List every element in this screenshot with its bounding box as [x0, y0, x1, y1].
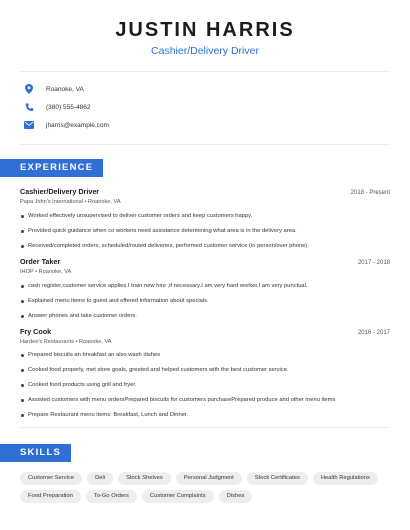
- skill-chip: Health Regulations: [313, 472, 378, 485]
- location-text: Roanoke, VA: [46, 85, 84, 93]
- phone-text: (380) 555-4862: [46, 103, 91, 111]
- contact-divider: [20, 144, 390, 145]
- contact-location: [20, 80, 390, 98]
- skills-list: [0, 472, 410, 503]
- job-bullet: Received/completed orders, scheduled/routed deliveries, performed customer service (in person/over phone).: [20, 242, 390, 250]
- job-bullet: Assisted customers with menu ordersPrepared biscuits for customers purchasePrepared produce and other menu items: [20, 396, 390, 404]
- job-employer: IHOP • Roanoke, VA: [20, 269, 72, 275]
- skill-chip: Dishes: [219, 490, 253, 503]
- experience-heading: [0, 159, 410, 177]
- job-bullet: cash register,customer service applies.I train new hire ,if necessary.I am very hard worker.I am very punctual.: [20, 282, 390, 290]
- job-bullet: Cooked food properly, met store goals, greeted and helped customers with the best customer service.: [20, 366, 390, 374]
- skill-chip: Deli: [87, 472, 113, 485]
- envelope-icon: [22, 118, 36, 132]
- job-bullets: [20, 351, 390, 419]
- resume-header: [0, 0, 410, 57]
- skill-chip: To-Go Orders: [86, 490, 137, 503]
- contact-block: [0, 72, 410, 138]
- job-entry: [0, 187, 410, 250]
- job-role: Fry Cook: [20, 327, 52, 336]
- job-dates: 2016 - 2017: [357, 330, 390, 336]
- contact-phone: [20, 98, 390, 116]
- job-bullet: Worked effectively unsupervised to deliver customer orders and keep customers happy.: [20, 212, 390, 220]
- job-bullet: Prepare Restaurant menu items: Breakfast, Lunch and Dinner.: [20, 411, 390, 419]
- candidate-job-title: Cashier/Delivery Driver: [151, 45, 259, 57]
- job-employer: Papa John's International • Roanoke, VA: [20, 199, 121, 205]
- skill-chip: Customer Complaints: [142, 490, 214, 503]
- skill-chip: Stock Shelves: [118, 472, 171, 485]
- job-employer: Hardee's Restaurants • Roanoke, VA: [20, 339, 112, 345]
- skill-chip: Food Preparation: [20, 490, 81, 503]
- job-bullets: [20, 282, 390, 320]
- job-bullet: Cooked food products using grill and fryer.: [20, 381, 390, 389]
- phone-icon: [22, 100, 36, 114]
- job-bullet: Answer phones and take customer orders.: [20, 312, 390, 320]
- job-role: Cashier/Delivery Driver: [20, 187, 100, 196]
- skill-chip: Customer Service: [20, 472, 82, 485]
- job-bullets: [20, 212, 390, 250]
- job-entry: [0, 327, 410, 419]
- job-entry: [0, 257, 410, 320]
- experience-heading-label: EXPERIENCE: [0, 159, 103, 177]
- skill-chip: Personal Judgment: [176, 472, 242, 485]
- contact-email: [20, 116, 390, 134]
- experience-list: [0, 187, 410, 419]
- job-dates: 2018 - Present: [350, 190, 390, 196]
- job-dates: 2017 - 2018: [357, 260, 390, 266]
- candidate-name: JUSTIN HARRIS: [115, 19, 295, 41]
- map-pin-icon: [22, 82, 36, 96]
- skills-heading-label: SKILLS: [0, 444, 71, 462]
- experience-divider: [20, 427, 390, 428]
- email-text: jharris@example.com: [46, 121, 109, 129]
- skills-heading: [0, 444, 410, 462]
- job-bullet: Prepared biscuits an breakfast an also wash dishes: [20, 351, 390, 359]
- job-bullet: Explained menu items to guest and offered information about specials.: [20, 297, 390, 305]
- job-role: Order Taker: [20, 257, 61, 266]
- skill-chip: Stock Certificates: [247, 472, 308, 485]
- job-bullet: Provided quick guidance when co workers need assistance determining what area is in the delivery area.: [20, 227, 390, 235]
